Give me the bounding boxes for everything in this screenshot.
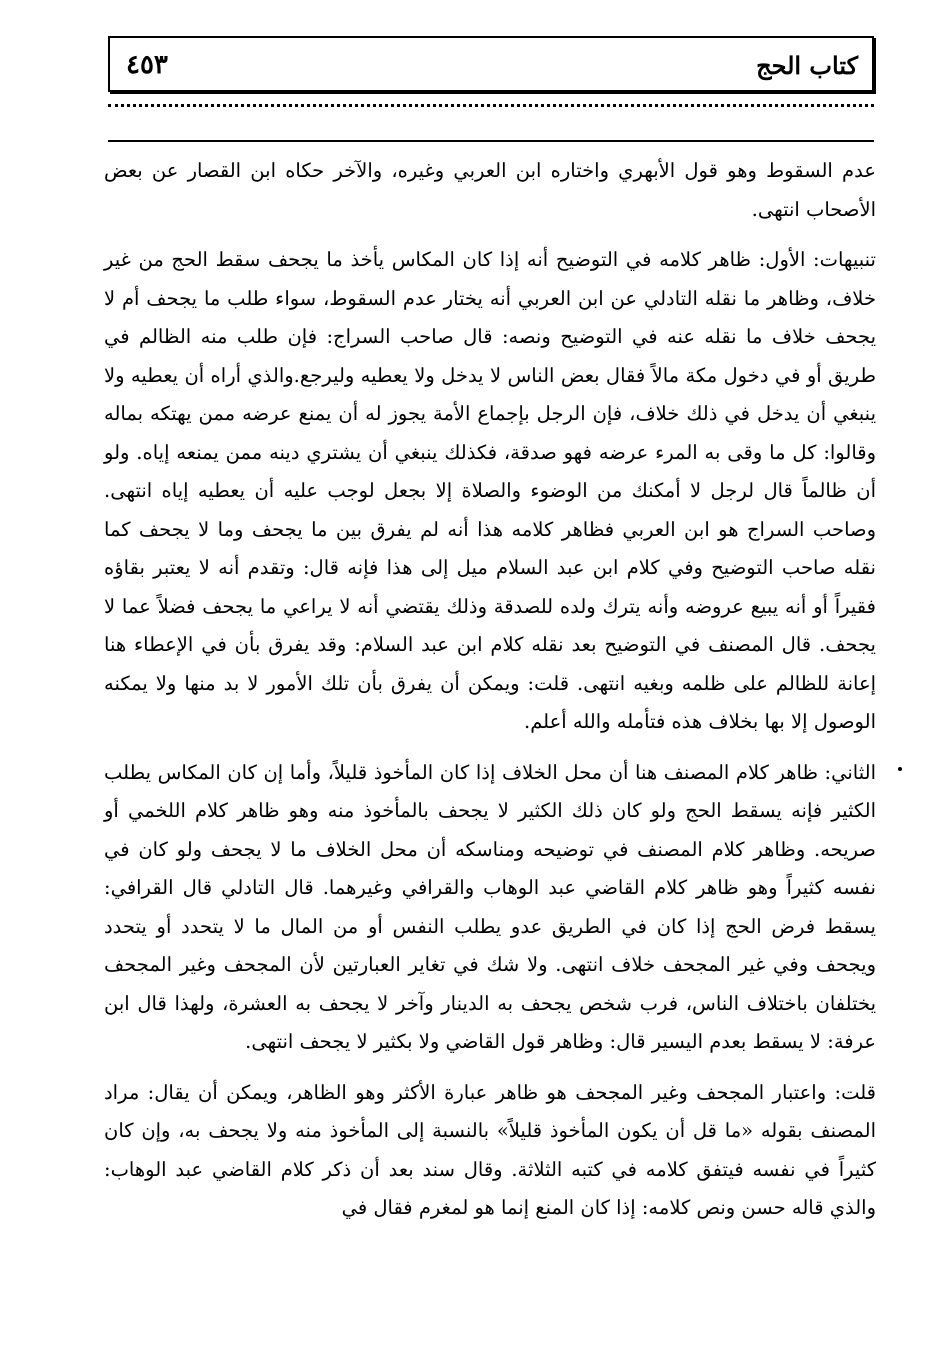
paragraph: الثاني: ظاهر كلام المصنف هنا أن محل الخلاف إذا كان المأخوذ قليلاً، وأما إن كان المكاس يطلب الكثير فإنه يسقط الحج ولو كان ذلك الكثير لا يجحف بالمأخوذ منه وهو ظاهر كلام اللخمي أو صريحه. وظاهر كلام المصنف في توضيحه ومناسكه أن محل الخلاف ما لا يجحف ولو كان في نفسه كثيراً وهو ظاهر كلام القاضي عبد الوهاب والقرافي وغيرهما. قال التادلي قال القرافي: يسقط فرض الحج إذا كان في الطريق عدو يطلب النفس أو من المال ما لا يتحدد أو يتحدد ويجحف وفي غير المجحف خلاف انتهى. ولا شك في تغاير العبارتين لأن المجحف وغير المجحف يختلفان باختلاف الناس، فرب شخص يجحف به الدينار وآخر لا يجحف به العشرة، ولهذا قال ابن عرفة: لا يسقط بعدم اليسير قال: وظاهر قول القاضي ولا بكثير لا يجحف انتهى. xyxy=(104,760,876,1053)
page-number: ٤٥٣ xyxy=(126,50,168,80)
horizontal-rule xyxy=(108,140,874,142)
paragraph: قلت: واعتبار المجحف وغير المجحف هو ظاهر عبارة الأكثر وهو الظاهر، ويمكن أن يقال: مراد المصنف بقوله «ما قل أن يكون المأخوذ قليلاً» بالنسبة إلى المأخوذ منه ولا يجحف به، وإن كان كثيراً في نفسه فيتفق كلامه في كتبه الثلاثة. وقال سند بعد أن ذكر كلام القاضي عبد الوهاب: والذي قاله حسن ونص كلامه: إذا كان المنع إنما هو لمغرم فقال في xyxy=(104,1080,876,1219)
body-text xyxy=(104,152,876,1228)
page-header xyxy=(108,36,874,92)
chapter-title: كتاب الحج xyxy=(756,51,858,80)
scan-speck xyxy=(898,767,902,771)
paragraph: عدم السقوط وهو قول الأبهري واختاره ابن العربي وغيره، والآخر حكاه ابن القصار عن بعض الأصحاب انتهى. xyxy=(104,159,876,221)
dotted-separator xyxy=(108,104,874,113)
paragraph: تنبيهات: الأول: ظاهر كلامه في التوضيح أنه إذا كان المكاس يأخذ ما يجحف سقط الحج من غير خلاف، وظاهر ما نقله التادلي عن ابن العربي أنه يختار عدم السقوط، سواء طلب ما يجحف أم لا يجحف خلاف ما نقله عنه في التوضيح ونصه: قال صاحب السراج: فإن طلب منه الظالم في طريق أو في دخول مكة مالاً فقال بعض الناس لا يدخل ولا يعطيه وليرجع.والذي أراه أن يعطيه ولا ينبغي أن يدخل في ذلك خلاف، فإن الرجل بإجماع الأمة يجوز له أن يمنع عرضه ممن يهتكه بماله وقالوا: كل ما وقى به المرء عرضه فهو صدقة، فكذلك ينبغي أن يشتري دينه ممن يمنعه إياه. ولو أن ظالماً قال لرجل لا أمكنك من الوضوء والصلاة إلا بجعل لوجب عليه أن يعطيه إياه انتهى. وصاحب السراج هو ابن العربي فظاهر كلامه هذا أنه لم يفرق بين ما يجحف وما لا يجحف كما نقله صاحب التوضيح وفي كلام ابن عبد السلام ميل إلى هذا فإنه قال: وتقدم أنه لا يعتبر بقاؤه فقيراً أو أنه يبيع عروضه وأنه يترك ولده للصدقة وذلك يقتضي أنه لا يراعي ما يجحف فضلاً عما لا يجحف. قال المصنف في التوضيح بعد نقله كلام ابن عبد السلام: وقد يفرق بأن في الإعطاء هنا إعانة للظالم على ظلمه وبغيه انتهى. قلت: ويمكن أن يفرق بأن تلك الأمور لا بد منها ولا يمكنه الوصول إلا بها بخلاف هذه فتأمله والله أعلم. xyxy=(104,248,876,733)
